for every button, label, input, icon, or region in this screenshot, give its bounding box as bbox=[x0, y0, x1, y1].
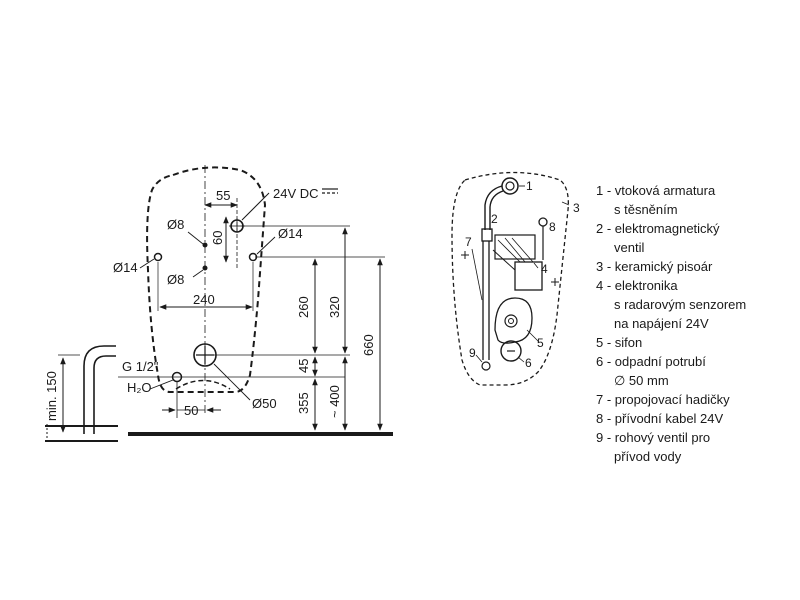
dim-45: 45 bbox=[296, 358, 311, 373]
callout-8: 8 bbox=[549, 220, 556, 234]
legend-item-4-cont2: na napájení 24V bbox=[614, 316, 709, 331]
dim-320: 320 bbox=[327, 296, 342, 318]
label-hole-14b: Ø14 bbox=[113, 260, 138, 275]
dim-60: 60 bbox=[210, 230, 225, 245]
label-water: H₂O bbox=[127, 380, 152, 395]
dim-260: 260 bbox=[296, 296, 311, 318]
dim-660: 660 bbox=[361, 334, 376, 356]
callout-1: 1 bbox=[526, 179, 533, 193]
legend-item-6-cont: ∅ 50 mm bbox=[614, 373, 669, 388]
legend-item-9-cont: přívod vody bbox=[614, 449, 682, 464]
label-thread: G 1/2" bbox=[122, 359, 159, 374]
legend-item-1-cont: s těsněním bbox=[614, 202, 678, 217]
supply-pipe bbox=[84, 346, 116, 434]
callout-7: 7 bbox=[465, 235, 472, 249]
legend-item-4: 4 - elektronika bbox=[596, 278, 678, 293]
legend-item-2-cont: ventil bbox=[614, 240, 645, 255]
legend-item-4-cont: s radarovým senzorem bbox=[614, 297, 747, 312]
label-24v-dc: 24V DC bbox=[273, 186, 319, 201]
urinal-outline bbox=[147, 167, 265, 392]
label-hole-14a: Ø14 bbox=[278, 226, 303, 241]
callout-2: 2 bbox=[491, 212, 498, 226]
dim-min-150: min. 150 bbox=[44, 371, 59, 421]
side-section-callouts bbox=[465, 179, 580, 370]
callout-9: 9 bbox=[469, 346, 476, 360]
legend-item-8: 8 - přívodní kabel 24V bbox=[596, 411, 724, 426]
legend bbox=[596, 181, 796, 466]
callout-6: 6 bbox=[525, 356, 532, 370]
dim-400: ~ 400 bbox=[327, 385, 342, 418]
legend-item-6: 6 - odpadní potrubí bbox=[596, 354, 706, 369]
legend-item-2: 2 - elektromagnetický bbox=[596, 221, 720, 236]
legend-item-3: 3 - keramický pisoár bbox=[596, 259, 713, 274]
callout-3: 3 bbox=[573, 201, 580, 215]
dim-240: 240 bbox=[193, 292, 215, 307]
legend-item-5: 5 - sifon bbox=[596, 335, 643, 350]
dim-50: 50 bbox=[184, 403, 199, 418]
dim-55: 55 bbox=[216, 188, 231, 203]
label-waste-50: Ø50 bbox=[252, 396, 277, 411]
bottom-arc bbox=[176, 381, 230, 390]
legend-item-1: 1 - vtoková armatura bbox=[596, 183, 716, 198]
label-hole-8b: Ø8 bbox=[167, 272, 185, 287]
dim-355: 355 bbox=[296, 392, 311, 414]
callout-5: 5 bbox=[537, 336, 544, 350]
callout-4: 4 bbox=[541, 262, 548, 276]
legend-item-9: 9 - rohový ventil pro bbox=[596, 430, 711, 445]
label-hole-8a: Ø8 bbox=[167, 217, 185, 232]
legend-item-7: 7 - propojovací hadičky bbox=[596, 392, 730, 407]
